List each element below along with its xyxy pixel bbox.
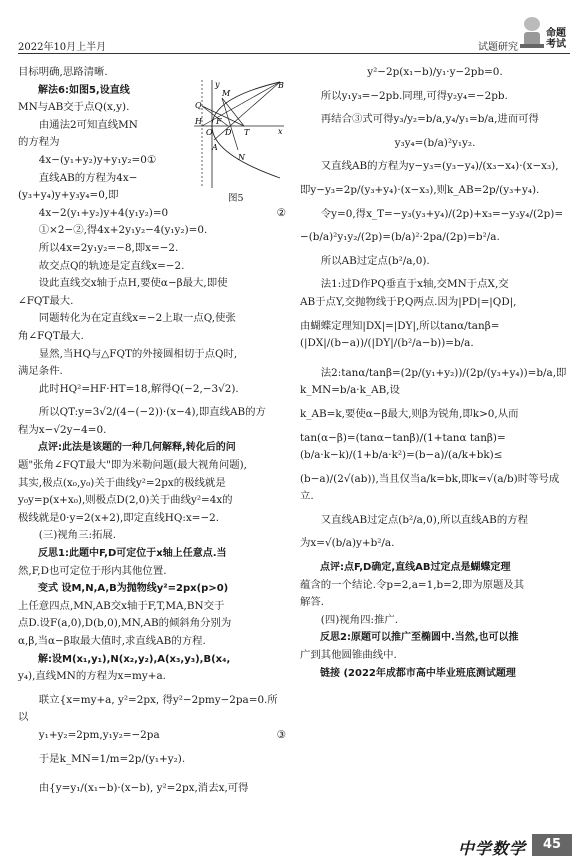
- text-line: 此时HQ²=HF·HT=18,解得Q(−2,−3√2).: [38, 382, 239, 395]
- text-line: 满足条件.: [18, 365, 63, 378]
- system-equations-2: 由{y=y₁/(x₁−b)·(x−b), y²=2px,消去x,可得: [38, 782, 249, 795]
- text-line: 即y−y₃=2p/(y₃+y₄)·(x−x₃),则k_AB=2p/(y₃+y₄).: [300, 183, 540, 196]
- right-column: [300, 64, 570, 682]
- link-reference: 链接 (2022年成都市高中毕业班底测试题理: [320, 667, 516, 679]
- equation-line: y₃y₄=(b/a)²y₁y₂.: [394, 136, 476, 149]
- equation-line: y²−2p(x₁−b)/y₁·y−2pb=0.: [367, 66, 503, 78]
- text-line: −(b/a)²y₁y₂/(2p)=(b/a)²·2pa/(2p)=b²/a.: [300, 231, 500, 244]
- text-line: 又直线AB过定点(b²/a,0),所以直线AB的方程: [320, 513, 528, 526]
- text-line: 角∠FQT最大.: [18, 329, 84, 342]
- text-line: 点D.设F(a,0),D(b,0),MN,AB的倾斜角分别为: [18, 617, 232, 630]
- text-line: MN与AB交于点Q(x,y).: [18, 101, 130, 114]
- fig-label-N: N: [238, 153, 245, 162]
- text-line: y₄),直线MN的方程为x=my+a.: [18, 670, 166, 683]
- header-rule: [18, 53, 570, 54]
- journal-brand: 中学数学: [457, 839, 526, 858]
- text-line: 直线AB的方程为4x−: [38, 171, 138, 184]
- page-header: [0, 0, 588, 60]
- text-line: 为x=√(b/a)y+b²/a.: [300, 537, 395, 550]
- text-line: 由通法2可知直线MN: [38, 118, 138, 131]
- fig-label-F: F: [216, 117, 222, 126]
- text-line: AB于点Y,交抛物线于P,Q两点.因为|PD|=|QD|,: [300, 295, 517, 308]
- text-line: 法2:tanα/tanβ=(2p/(y₁+y₂))/(2p/(y₃+y₄))=b/a,即k_MN=b/a·k_AB,设: [300, 366, 567, 397]
- text-line: 于是k_MN=1/m=2p/(y₁+y₂).: [38, 752, 186, 765]
- text-line: 上任意四点,MN,AB交x轴于F,T,MA,BN交于: [18, 599, 225, 612]
- text-line: 由蝴蝶定理知|DX|=|DY|,所以tanα/tanβ=(|DX|/(b−a))/(|DY|/(b²/a−b))=b/a.: [300, 319, 500, 350]
- equation-3: y₁+y₂=2pm,y₁y₂=−2pa ③: [38, 728, 286, 741]
- text-line: 解答.: [300, 596, 325, 609]
- text-line: 法1:过D作PQ垂直于x轴,交MN于点X,交: [320, 278, 509, 291]
- section-heading: (四)视角四:推广.: [320, 613, 399, 626]
- text-line: 再结合③式可得y₃/y₂=b/a,y₄/y₁=b/a,进而可得: [320, 113, 539, 126]
- text-line: k_AB=k,要使α−β最大,则β为锐角,即k>0,从而: [300, 407, 519, 420]
- fig-label-D: D: [225, 128, 232, 137]
- text-line: 故交点Q的轨迹是定直线x=−2.: [38, 259, 185, 272]
- fig-label-M: M: [222, 89, 231, 98]
- left-column: [18, 64, 286, 798]
- text-line: y₀y=p(x+x₀),则极点D(2,0)关于曲线y²=4x的: [18, 494, 233, 507]
- section-heading: (三)视角三:拓展.: [38, 529, 117, 542]
- page-number: 45: [532, 834, 572, 856]
- text-line: 程为x−√2y−4=0.: [18, 423, 107, 436]
- method-6-heading: 解法6:如图5,设直线: [38, 84, 130, 96]
- solution-heading: 解:设M(x₁,y₁),N(x₂,y₂),A(x₃,y₃),B(x₄,: [38, 653, 231, 665]
- text-line: (y₃+y₄)y+y₃y₄=0,即: [18, 189, 119, 202]
- reflection-1: 反思1:此题中F,D可定位于x轴上任意点.当: [38, 548, 227, 560]
- text-line: ∠FQT最大.: [18, 294, 74, 307]
- equation-2: 4x−2(y₁+y₂)y+4(y₁y₂)=0 ②: [38, 206, 286, 219]
- comment-heading: 点评:点F,D确定,直线AB过定点是蝴蝶定理: [320, 562, 511, 574]
- fig-label-O: O: [206, 128, 213, 137]
- text-line: 极线就是0·y=2(x+2),即定直线HQ:x=−2.: [18, 511, 220, 524]
- text-line: ①×2−②,得4x+2y₁y₂−4(y₁y₂)=0.: [38, 224, 208, 237]
- fig-label-A: A: [212, 143, 218, 152]
- text-line: tan(α−β)=(tanα−tanβ)/(1+tanα tanβ)=(b/a·k−k)/(1+b/a·k²)=(b−a)/(a/k+bk)≤: [300, 431, 506, 462]
- text-line: (b−a)/(2√(ab)),当且仅当a/k=bk,即k=√(a/b)时等号成立.: [300, 472, 560, 503]
- text-line: 题"张角∠FQT最大"即为米勒问题(最大视角问题),: [18, 459, 247, 472]
- text-line: 显然,当HQ与△FQT的外接圆相切于点Q时,: [38, 347, 238, 360]
- text-line: 令y=0,得x_T=−y₃(y₃+y₄)/(2p)+x₃=−y₃y₄/(2p)=: [320, 207, 564, 220]
- figure-caption: 图5: [228, 193, 244, 204]
- header-date: 2022年10月上半月: [18, 42, 107, 53]
- fig-label-y: y: [215, 80, 220, 89]
- fig-label-H: H: [195, 117, 202, 126]
- text-line: 然,F,D也可定位于形内其他位置.: [18, 564, 167, 577]
- text-line: 所以4x=2y₁y₂=−8,即x=−2.: [38, 241, 179, 254]
- header-section: 试题研究: [478, 42, 518, 53]
- equation-1: 4x−(y₁+y₂)y+y₁y₂=0①: [38, 153, 157, 166]
- logo-text: 命题 考试: [546, 28, 566, 50]
- variant-heading: 变式 设M,N,A,B为抛物线y²=2px(p>0): [38, 583, 229, 595]
- text-line: 所以y₁y₃=−2pb.同理,可得y₂y₄=−2pb.: [320, 89, 508, 102]
- text-line: 所以AB过定点(b²/a,0).: [320, 254, 430, 267]
- text-line: 的方程为: [18, 136, 60, 149]
- text-line: 广到其他圆锥曲线中.: [300, 649, 397, 662]
- page-footer: [0, 834, 588, 864]
- text-line: α,β,当α−β取最大值时,求直线AB的方程.: [18, 635, 206, 647]
- text-line: 目标明确,思路清晰.: [18, 66, 108, 78]
- fig-label-T: T: [244, 128, 250, 137]
- fig-label-x: x: [278, 127, 283, 136]
- text-line: 设此直线交x轴于点H,要使α−β最大,即使: [38, 277, 228, 290]
- reflection-2: 反思2:原题可以推广至椭圆中.当然,也可以推: [320, 632, 519, 644]
- text-line: 又直线AB的方程为y−y₃=(y₃−y₄)/(x₃−x₄)·(x−x₃),: [320, 160, 559, 173]
- fig-label-Q: Q: [195, 101, 202, 110]
- system-equations: 联立{x=my+a, y²=2px, 得y²−2pmy−2pa=0.所以: [18, 693, 278, 724]
- text-line: 所以QT:y=3√2/(4−(−2))·(x−4),即直线AB的方: [38, 406, 266, 419]
- fig-label-B: B: [278, 81, 284, 90]
- text-line: 其实,极点(x₀,y₀)关于曲线y²=2px的极线就是: [18, 476, 226, 489]
- text-line: 蕴含的一个结论.令p=2,a=1,b=2,即为原题及其: [300, 578, 525, 591]
- comment-heading: 点评:此法是该题的一种几何解释,转化后的问: [38, 442, 236, 454]
- text-line: 同题转化为在定直线x=−2上取一点Q,使张: [38, 312, 236, 325]
